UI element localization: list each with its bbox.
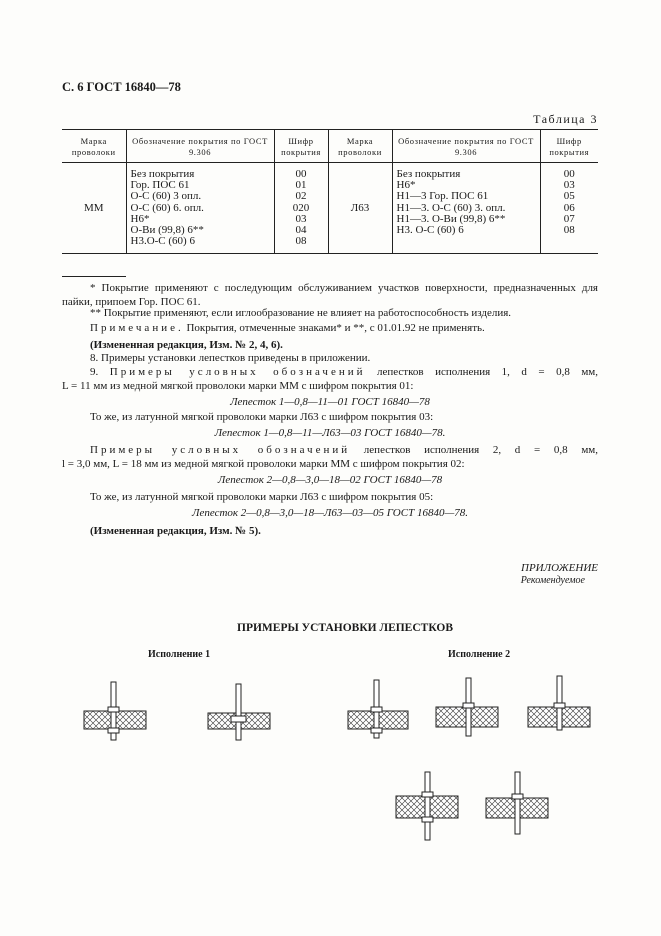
coating-code: 07 xyxy=(563,212,575,225)
col-header: Обозначение покрытия по ГОСТ 9.306 xyxy=(126,130,274,163)
figure-variant2-e xyxy=(486,772,548,834)
coating-name: О-Ви (99,8) 6** xyxy=(130,224,204,237)
table-label: Таблица 3 xyxy=(533,112,598,126)
coating-code: 08 xyxy=(295,235,307,248)
coating-name: Н3.О-С (60) 6 xyxy=(130,235,195,248)
figure-variant2-c xyxy=(528,676,590,730)
appendix-subtitle: Рекомендуемое xyxy=(520,575,585,586)
page-header: С. 6 ГОСТ 16840—78 xyxy=(62,80,181,94)
wire-grade-l63: Л63 xyxy=(328,163,392,254)
coating-name: Н1—3 Гор. ПОС 61 xyxy=(396,190,489,203)
figure-variant2-b xyxy=(436,678,498,736)
figure-variant2-a xyxy=(348,680,408,738)
revision-note-2: (Измененная редакция, Изм. № 5). xyxy=(90,525,261,537)
coating-name: Гор. ПОС 61 xyxy=(130,179,190,192)
variant-1-label: Исполнение 1 xyxy=(148,649,211,660)
figure-variant1-a xyxy=(84,682,146,740)
paragraph-8: 8. Примеры установки лепестков приведены в приложении. xyxy=(90,352,371,364)
footnote-2: ** Покрытие применяют, если иглообразование не влияет на работоспособность изделия. xyxy=(90,307,512,319)
figure-variant2-d xyxy=(396,772,458,840)
revision-note-1: (Измененная редакция, Изм. № 2, 4, 6). xyxy=(90,339,283,351)
coating-code: 02 xyxy=(295,190,307,203)
note-label: Примечание. xyxy=(90,322,184,334)
paragraph-10: То же, из латунной мягкой проволоки марки Л63 с шифром покрытия 03: xyxy=(90,411,434,423)
footnote-1: * Покрытие применяют с последующим обслуживанием участков поверхности, предназначенных для пайки, припоем Гор. ПОС 61. xyxy=(62,282,598,308)
coating-code: 04 xyxy=(295,224,307,237)
coating-name: О-С (60) 6. опл. xyxy=(130,201,204,214)
coating-name: Без покрытия xyxy=(396,168,461,180)
col-header: Марка проволоки xyxy=(62,130,126,163)
coating-code: 08 xyxy=(563,224,575,237)
col-header: Шифр покрытия xyxy=(274,130,328,163)
p9-rest: лепестков исполнения 1, d = 0,8 мм, xyxy=(365,366,599,378)
coating-code: 05 xyxy=(563,190,575,203)
example-1: Лепесток 1—0,8—11—01 ГОСТ 16840—78 xyxy=(230,396,430,408)
col-header: Обозначение покрытия по ГОСТ 9.306 xyxy=(392,130,540,163)
coating-code: 03 xyxy=(295,212,307,225)
example-3: Лепесток 2—0,8—3,0—18—02 ГОСТ 16840—78 xyxy=(217,474,443,486)
appendix-title: ПРИЛОЖЕНИЕ xyxy=(521,562,598,574)
p11-spaced: Примеры условных обозначений xyxy=(90,444,351,456)
coating-code: 00 xyxy=(295,168,307,180)
note-text: Покрытия, отмеченные знаками* и **, с 01.01.92 не применять. xyxy=(183,322,485,334)
p9-number: 9. xyxy=(90,366,110,378)
coating-code: 00 xyxy=(563,168,575,180)
wire-grade-mm: ММ xyxy=(62,163,126,254)
example-4: Лепесток 2—0,8—3,0—18—Л63—03—05 ГОСТ 16840—78. xyxy=(192,507,468,519)
coating-code: 01 xyxy=(295,179,307,192)
p11-rest: лепестков исполнения 2, d = 0,8 мм, xyxy=(350,444,598,456)
coating-name: Н1—3. О-Ви (99,8) 6** xyxy=(396,212,506,225)
paragraph-12: То же, из латунной мягкой проволоки марки Л63 с шифром покрытия 05: xyxy=(90,491,434,503)
coating-code: 03 xyxy=(563,179,575,192)
coating-name: Без покрытия xyxy=(130,168,195,180)
coating-name: О-С (60) 3 опл. xyxy=(130,190,202,203)
coating-name: Н3. О-С (60) 6 xyxy=(396,224,464,237)
examples-title: ПРИМЕРЫ УСТАНОВКИ ЛЕПЕСТКОВ xyxy=(237,622,453,634)
col-header: Марка проволоки xyxy=(328,130,392,163)
paragraph-11-line2: l = 3,0 мм, L = 18 мм из медной мягкой проволоки марки ММ с шифром покрытия 02: xyxy=(62,458,465,470)
coating-name: Н6* xyxy=(130,212,150,225)
figure-variant1-b xyxy=(208,684,270,740)
coating-name: Н1—3. О-С (60) 3. опл. xyxy=(396,201,506,214)
coating-code: 020 xyxy=(292,201,310,214)
col-header: Шифр покрытия xyxy=(540,130,598,163)
paragraph-9-line2: L = 11 мм из медной мягкой проволоки марки ММ с шифром покрытия 01: xyxy=(62,380,414,392)
p9-spaced: Примеры условных обозначений xyxy=(109,366,366,378)
coating-code: 06 xyxy=(563,201,575,214)
coating-name: Н6* xyxy=(396,179,416,192)
variant-2-label: Исполнение 2 xyxy=(448,649,511,660)
example-2: Лепесток 1—0,8—11—Л63—03 ГОСТ 16840—78. xyxy=(214,427,446,439)
